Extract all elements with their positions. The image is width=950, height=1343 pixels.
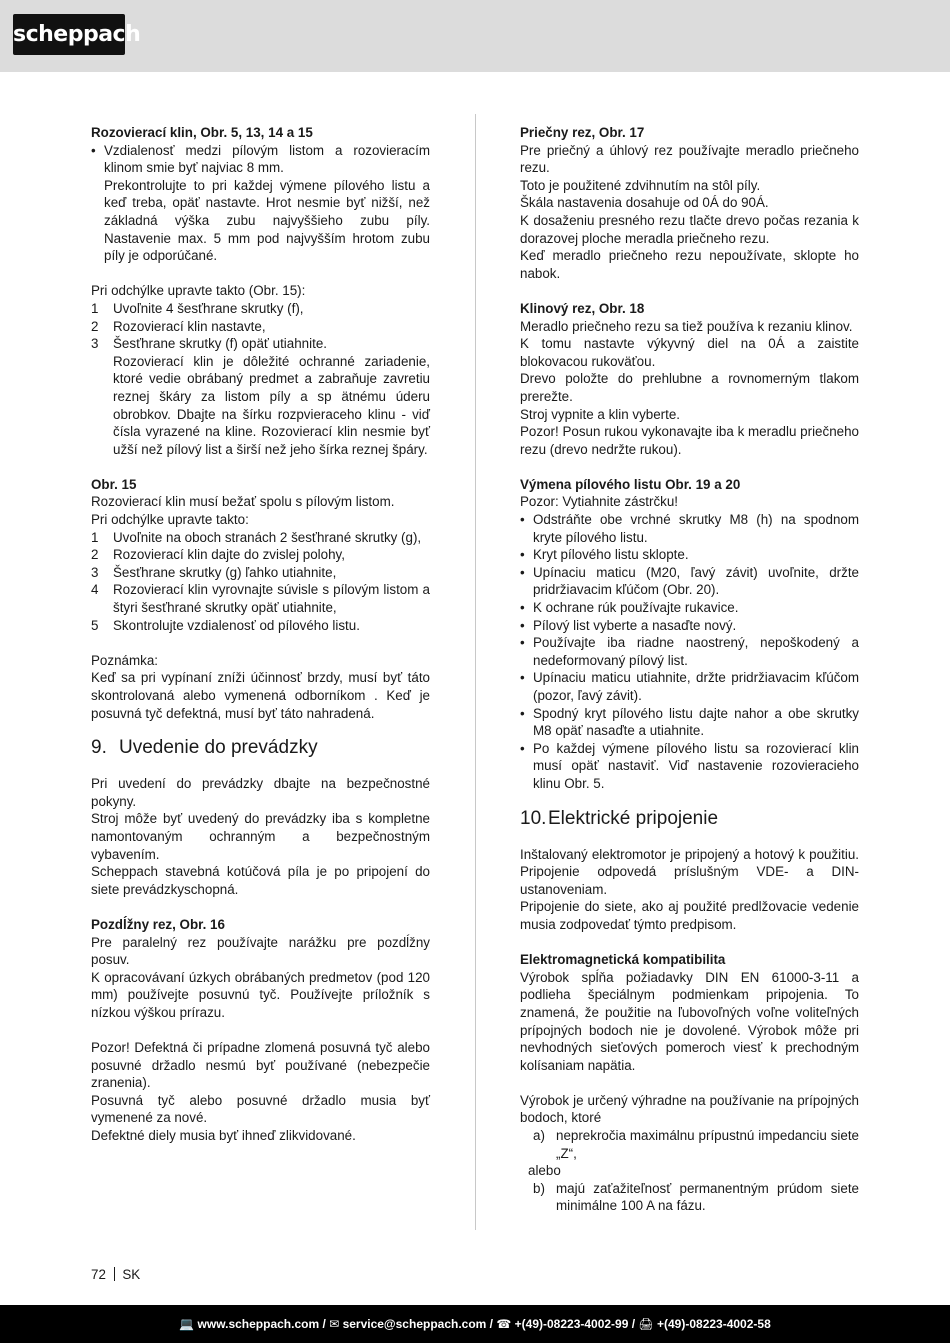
- paragraph: Meradlo priečneho rezu sa tiež používa k rezaniu klinov.: [520, 318, 853, 334]
- paragraph: K opracovávaní úzkych obrábaných predmetov (pod 120 mm) používejte posuvnú tyč. Používejte príložník s nízkou výškou prírazu.: [91, 969, 430, 1020]
- section-title-priecny-rez: Priečny rez, Obr. 17: [520, 125, 645, 140]
- left-column: [91, 124, 430, 1145]
- paragraph: Scheppach stavebná kotúčová píla je po pripojení do siete prevádzkyschopná.: [91, 864, 430, 897]
- paragraph: K tomu nastavte výkyvný diel na 0Á a zaistite blokovacou rukoväťou.: [520, 336, 859, 369]
- paragraph: Posuvná tyč alebo posuvné držadlo musia byť vymenené za nové.: [91, 1092, 430, 1126]
- paragraph: Rozovierací klin musí bežať spolu s pílovým listom.: [91, 494, 395, 510]
- list-item: • Pílový list vyberte a nasaďte nový.: [520, 617, 737, 633]
- list-item: 3 Šesťhrane skrutky (f) opäť utiahnite.: [91, 336, 327, 352]
- section-title-emc: Elektromagnetická kompatibilita: [520, 952, 726, 968]
- list-item: • Upínaciu maticu (M20, ľavý závit) uvoľnite, držte pridržiavacim kľúčom (Obr. 20).: [520, 564, 859, 598]
- indented-note: Rozovierací klin je dôležité ochranné zariadenie, ktoré vedie obrábaný predmet a zabraňuje zavretiu reznej škáry za listom píly a sp ätnému úderu obrobkov. Dbajte na šírku rozpvieraceho klinu - viď čísla vyrazené na kline. Rozovierací klin nesmie byť užší než pílový list a širší než jeho šírka reznej špáry.: [113, 353, 430, 457]
- paragraph: Stroj môže byť uvedený do prevádzky iba s kompletne namontovaným ochranným a bezpečnostným vybavením.: [91, 811, 430, 862]
- list-item: • Spodný kryt pílového listu dajte nahor a obe skrutky M8 opäť nasaďte a utiahnite.: [520, 705, 859, 739]
- paragraph: Inštalovaný elektromotor je pripojený a hotový k použitiu. Pripojenie odpovedá príslušným VDE- a DIN-ustanoveniam.: [520, 846, 859, 897]
- list-item: • Odstráňte obe vrchné skrutky M8 (h) na spodnom kryte pílového listu.: [520, 512, 859, 545]
- list-item: 1 Uvoľnite na oboch stranách 2 šesťhrané skrutky (g),: [91, 529, 422, 545]
- chapter-heading-9: 9. Uvedenie do prevádzky: [91, 737, 318, 759]
- column-divider: [475, 114, 476, 1230]
- paragraph: Defektné diely musia byť ihneď zlikvidované.: [91, 1128, 356, 1144]
- paragraph: Stroj vypnite a klin vyberte.: [520, 406, 681, 422]
- page-number: 72 SK: [91, 1267, 141, 1282]
- numbered-list: [91, 529, 430, 635]
- list-item: 1 Uvoľnite 4 šesťhrane skrutky (f),: [91, 300, 304, 316]
- phone-number: +(49)-08223-4002-99 /: [514, 1317, 636, 1331]
- list-item: 2 Rozovierací klin nastavte,: [91, 318, 266, 334]
- note-label: Poznámka:: [91, 652, 158, 668]
- paragraph: Drevo položte do prehlubne a rovnomerným tlakom prerežte.: [520, 371, 859, 404]
- section-title-rozovieraci-klin: Rozovierací klin, Obr. 5, 13, 14 a 15: [91, 125, 313, 140]
- right-column: [520, 124, 859, 1215]
- paragraph: Výrobok je určený výhradne na používanie na prípojných bodoch, ktoré: [520, 1092, 859, 1126]
- list-item: b) majú zaťažiteľnosť permanentným prúdom siete minimálne 100 A na fázu.: [533, 1180, 859, 1214]
- mail-icon: ✉: [329, 1317, 340, 1331]
- bullet-list: [520, 511, 859, 793]
- list-item: • Používajte iba riadne naostrený, nepoškodený a nedeformovaný pílový list.: [520, 635, 859, 668]
- paragraph: Pri odchýlke upravte takto:: [91, 512, 249, 528]
- list-item: • K ochrane rúk používajte rukavice.: [520, 600, 739, 616]
- scheppach-logo: scheppach: [13, 14, 125, 55]
- section-title-obr-15: Obr. 15: [91, 476, 137, 492]
- list-item: 5 Skontrolujte vzdialenosť od pílového listu.: [91, 617, 360, 633]
- paragraph: Pozor! Posun rukou vykonavajte iba k meradlu priečneho rezu (drevo nedržte rukou).: [520, 424, 859, 457]
- email-link[interactable]: service@scheppach.com /: [342, 1317, 494, 1331]
- website-link[interactable]: www.scheppach.com /: [197, 1317, 326, 1331]
- fax-number: +(49)-08223-4002-58: [657, 1317, 771, 1331]
- paragraph: Pozor: Vytiahnite zástrčku!: [520, 494, 679, 510]
- lettered-list: [520, 1180, 859, 1215]
- list-item: • Po každej výmene pílového listu sa rozovierací klin musí opäť nastaviť. Viď nastavenie rozovieracieho klinu Obr. 5.: [520, 740, 859, 791]
- list-item: Prekontrolujte to pri každej výmene pílového listu a keď treba, opäť nastavte. Hrot nesmie byť nižší, než základná výška zubu najvyššieho zubu píly. Nastavenie max. 5 mm pod najvyšším hrotom zubu píly je odporúčané.: [104, 177, 430, 264]
- paragraph: Škála nastavenia dosahuje od 0Á do 90Á.: [520, 195, 769, 211]
- numbered-list: [91, 300, 430, 353]
- paragraph: Pre priečný a úhlový rez používajte meradlo priečneho rezu.: [520, 142, 859, 176]
- paragraph: Pozor! Defektná či prípadne zlomená posuvná tyč alebo posuvné držadlo nesmú byť používané (nebezpečie zranenia).: [91, 1040, 430, 1091]
- paragraph: Keď sa pri vypínaní zníži účinnosť brzdy, musí byť táto skontrolovaná alebo vymenená odborníkom . Keď je posuvná tyč defektná, musí byť táto nahradená.: [91, 670, 430, 721]
- paragraph: Pri odchýlke upravte takto (Obr. 15):: [91, 283, 306, 299]
- chapter-heading-10: 10.Elektrické pripojenie: [520, 807, 719, 829]
- fax-icon: 🖨: [638, 1317, 654, 1331]
- lettered-list: [520, 1127, 859, 1162]
- paragraph: Toto je použitené zdvihnutím na stôl píly.: [520, 177, 761, 193]
- bullet-marker: •: [91, 142, 96, 158]
- footer-contact-bar: [0, 1305, 950, 1343]
- paragraph: Výrobok spĺňa požiadavky DIN EN 61000-3-11 a podlieha špeciálnym podmienkam pripojenia. To znamená, že použitie na ľubovoľných voľne voliteľných prípojných bodoch nie je dovolené. Výrobok môže pri nevhodných sieťových pomeroch viesť k prechodným kolísaniam napätia.: [520, 969, 859, 1073]
- header-band: [0, 0, 950, 72]
- list-item: • Kryt pílového listu sklopte.: [520, 547, 689, 563]
- list-item: 4 Rozovierací klin vyrovnajte súvisle s pílovým listom a štyri šesťhrané skrutky opäť utiahnite,: [91, 582, 430, 616]
- phone-icon: ☎: [496, 1317, 512, 1331]
- paragraph: K dosaženiu presného rezu tlačte drevo počas rezania k dorazovej ploche meradla priečneho rezu.: [520, 212, 859, 246]
- bullet-list: [91, 142, 430, 265]
- conjunction-alebo: alebo: [528, 1163, 561, 1179]
- paragraph: Pripojenie do siete, ako aj použité predlžovacie vedenie musia zodpovedať týmto predpisom.: [520, 899, 859, 932]
- list-item: • Vzdialenosť medzi pílovým listom a rozovieracím klinom smie byť najviac 8 mm.: [91, 142, 430, 176]
- section-title-pozdlzny-rez: Pozdĺžny rez, Obr. 16: [91, 916, 225, 932]
- list-item: 2 Rozovierací klin dajte do zvislej polohy,: [91, 547, 345, 563]
- computer-icon: 💻: [179, 1317, 195, 1331]
- list-item: a) neprekročia maximálnu prípustnú impedanciu siete „Z“,: [533, 1128, 859, 1161]
- section-title-klinovy-rez: Klinový rez, Obr. 18: [520, 300, 645, 316]
- paragraph: Keď meradlo priečneho rezu nepoužívate, sklopte ho nabok.: [520, 248, 859, 281]
- paragraph: Pre paralelný rez používajte narážku pre pozdĺžny posuv.: [91, 934, 430, 968]
- section-title-vymena-piloveho-listu: Výmena pílového listu Obr. 19 a 20: [520, 476, 741, 492]
- list-item: 3 Šesťhrane skrutky (g) ľahko utiahnite,: [91, 564, 337, 580]
- list-item: • Upínaciu maticu utiahnite, držte pridržiavacim kľúčom (pozor, ľavý závit).: [520, 670, 859, 703]
- paragraph: Pri uvedení do prevádzky dbajte na bezpečnostné pokyny.: [91, 776, 430, 809]
